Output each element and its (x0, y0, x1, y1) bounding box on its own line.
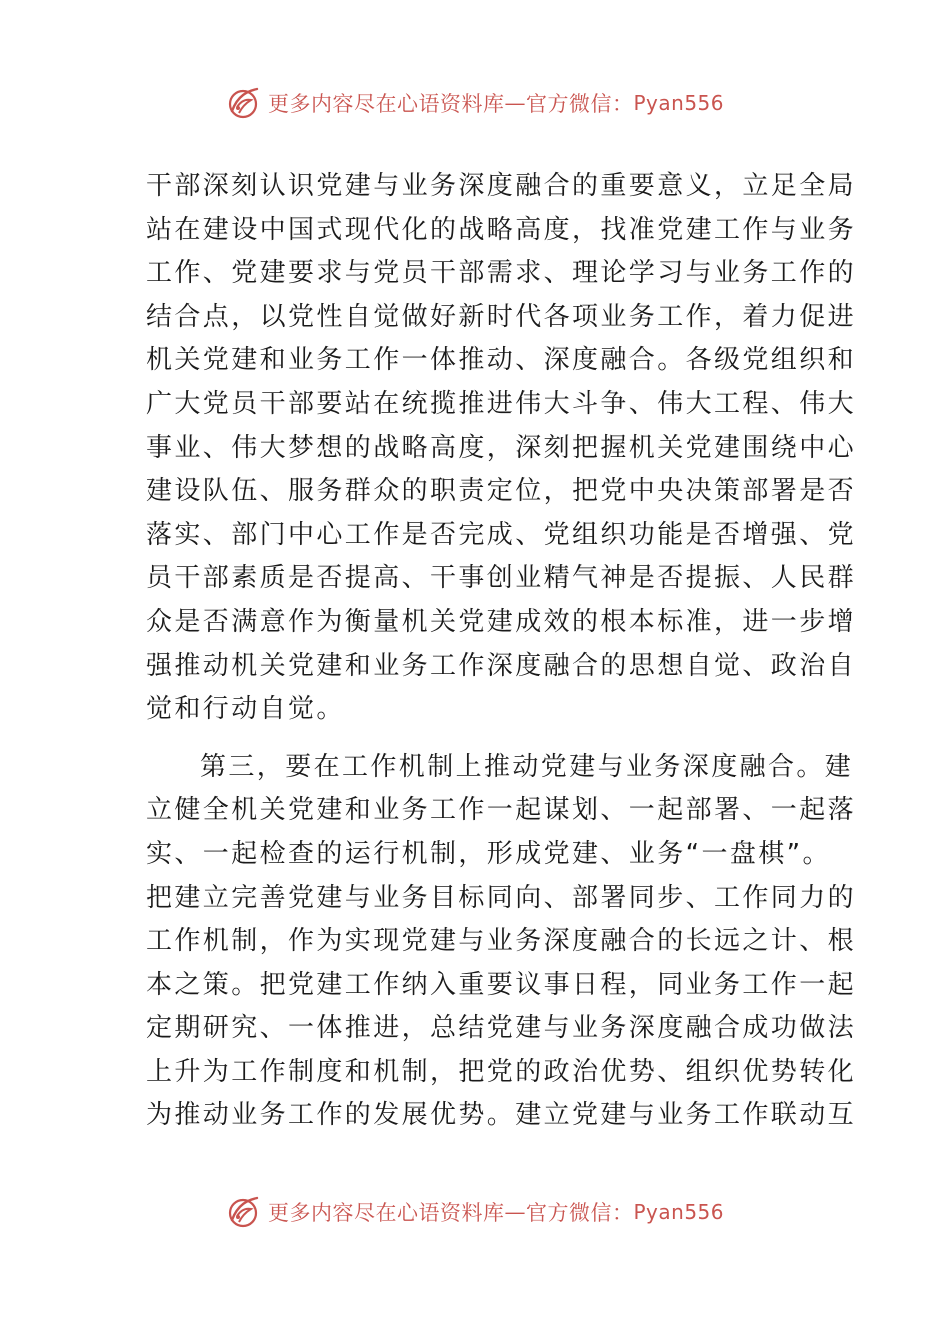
text-line: 员干部素质是否提高、干事创业精气神是否提振、人民群 (146, 563, 857, 594)
text-line: 为推动业务工作的发展优势。建立党建与业务工作联动互 (146, 1100, 857, 1131)
text-line: 事业、伟大梦想的战略高度，深刻把握机关党建围绕中心 (146, 432, 857, 463)
paragraph-1 (146, 165, 857, 732)
text-line: 实、一起检查的运行机制，形成党建、业务“一盘棋”。 (146, 838, 831, 869)
text-line: 觉和行动自觉。 (146, 694, 345, 725)
text-line: 本之策。把党建工作纳入重要议事日程，同业务工作一起 (146, 969, 857, 1000)
banner-main-text: 更多内容尽在心语资料库 (267, 92, 505, 116)
footer-banner (0, 1190, 950, 1234)
text-line: 落实、部门中心工作是否完成、党组织功能是否增强、党 (146, 519, 857, 550)
banner-wechat-id: Pyan556 (633, 91, 724, 115)
text-line: 机关党建和业务工作一体推动、深度融合。各级党组织和 (146, 345, 857, 376)
text-line: 立健全机关党建和业务工作一起谋划、一起部署、一起落 (146, 795, 857, 826)
text-line: 工作机制，作为实现党建与业务深度融合的长远之计、根 (146, 926, 857, 957)
text-line: 定期研究、一体推进，总结党建与业务深度融合成功做法 (146, 1013, 857, 1044)
text-line: 结合点，以党性自觉做好新时代各项业务工作，着力促进 (146, 301, 857, 332)
text-line: 众是否满意作为衡量机关党建成效的根本标准，进一步增 (146, 606, 857, 637)
banner-dash: — (504, 91, 526, 115)
text-line: 工作、党建要求与党员干部需求、理论学习与业务工作的 (146, 258, 857, 289)
banner-wechat-id: Pyan556 (633, 1200, 724, 1224)
text-line: 站在建设中国式现代化的战略高度，找准党建工作与业务 (146, 214, 857, 245)
signature-logo-icon (226, 1194, 262, 1230)
text-line: 强推动机关党建和业务工作深度融合的思想自觉、政治自 (146, 650, 857, 681)
document-body (146, 165, 857, 1138)
banner-main-text: 更多内容尽在心语资料库 (267, 1201, 505, 1225)
text-line: 上升为工作制度和机制，把党的政治优势、组织优势转化 (146, 1056, 857, 1087)
banner-dash: — (504, 1200, 526, 1224)
text-line: 第三，要在工作机制上推动党建与业务深度融合。建 (200, 751, 854, 782)
banner-wechat-label: 官方微信： (525, 1201, 634, 1225)
text-line: 干部深刻认识党建与业务深度融合的重要意义，立足全局 (146, 171, 857, 201)
paragraph-2 (146, 746, 857, 1138)
signature-logo-icon (226, 85, 262, 121)
banner-wechat-label: 官方微信： (525, 92, 634, 116)
text-line: 建设队伍、服务群众的职责定位，把党中央决策部署是否 (146, 476, 857, 507)
text-line: 广大党员干部要站在统揽推进伟大斗争、伟大工程、伟大 (146, 388, 857, 419)
text-line: 把建立完善党建与业务目标同向、部署同步、工作同力的 (146, 882, 857, 913)
header-banner (0, 81, 950, 125)
